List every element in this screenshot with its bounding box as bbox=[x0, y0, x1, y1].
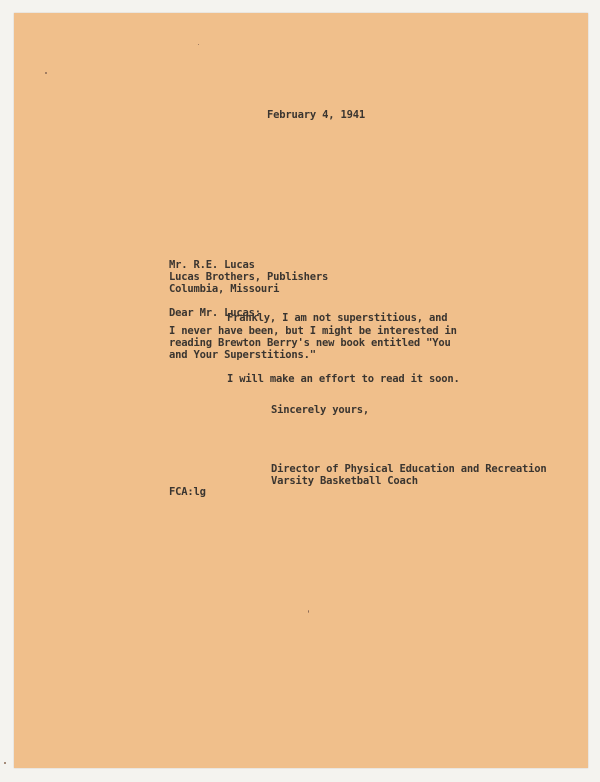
signature-title-line: Varsity Basketball Coach bbox=[271, 475, 418, 487]
letter-page bbox=[14, 13, 588, 768]
paper-speck bbox=[45, 72, 47, 74]
body-line: I never have been, but I might be interested in bbox=[169, 325, 457, 337]
recipient-company: Lucas Brothers, Publishers bbox=[169, 271, 329, 283]
paper-speck bbox=[198, 44, 199, 45]
closing: Sincerely yours, bbox=[271, 404, 369, 416]
letter-date: February 4, 1941 bbox=[267, 109, 365, 121]
scan-speck bbox=[4, 762, 6, 764]
signature-title-line: Director of Physical Education and Recreation bbox=[271, 463, 547, 475]
body-line: Frankly, I am not superstitious, and bbox=[227, 312, 448, 324]
body-line: reading Brewton Berry's new book entitled "You bbox=[169, 337, 451, 349]
recipient-city: Columbia, Missouri bbox=[169, 283, 280, 295]
body-paragraph-2: I will make an effort to read it soon. bbox=[227, 373, 460, 385]
salutation: Dear Mr. Lucas: bbox=[169, 307, 261, 319]
paper-speck bbox=[308, 610, 309, 613]
typist-initials: FCA:lg bbox=[169, 486, 206, 498]
recipient-name: Mr. R.E. Lucas bbox=[169, 259, 255, 271]
body-line: and Your Superstitions." bbox=[169, 349, 316, 361]
